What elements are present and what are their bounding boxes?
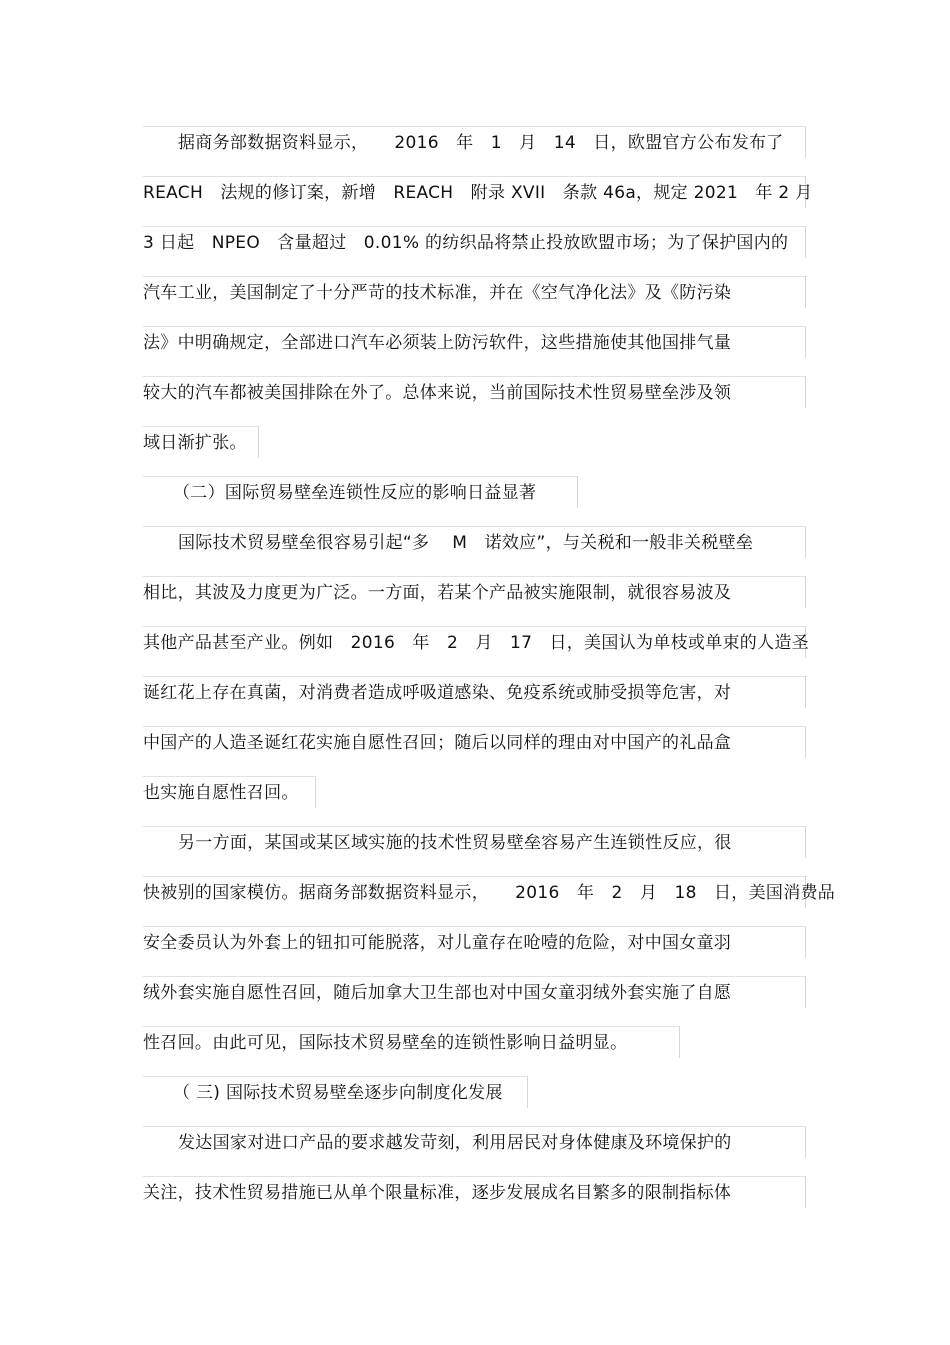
paragraph-line: 较大的汽车都被美国排除在外了。总体来说，当前国际技术性贸易壁垒涉及领: [143, 383, 732, 403]
paragraph-line: 诞红花上存在真菌，对消费者造成呼吸道感染、免疫系统或肺受损等危害，对: [143, 683, 732, 703]
row-edge: [805, 926, 806, 958]
section-heading: （二）国际贸易壁垒连锁性反应的影响日益显著: [173, 483, 537, 503]
row-edge: [805, 726, 806, 758]
row-edge: [805, 1126, 806, 1158]
row-edge: [805, 1176, 806, 1208]
row-edge: [805, 226, 806, 258]
paragraph-line: 安全委员认为外套上的钮扣可能脱落，对儿童存在呛噎的危险，对中国女童羽: [143, 933, 732, 953]
paragraph-line: 中国产的人造圣诞红花实施自愿性召回；随后以同样的理由对中国产的礼品盒: [143, 733, 732, 753]
row-edge: [805, 526, 806, 558]
row-edge: [258, 426, 259, 458]
paragraph-line: 快被别的国家模仿。据商务部数据资料显示， 2016 年 2 月 18 日，美国消费品: [143, 883, 836, 903]
paragraph-line: 性召回。由此可见，国际技术贸易壁垒的连锁性影响日益明显。: [143, 1033, 628, 1053]
row-edge: [805, 976, 806, 1008]
paragraph-line: 发达国家对进口产品的要求越发苛刻，利用居民对身体健康及环境保护的: [178, 1133, 732, 1153]
paragraph-line: 绒外套实施自愿性召回，随后加拿大卫生部也对中国女童羽绒外套实施了自愿: [143, 983, 732, 1003]
row-edge: [577, 476, 578, 508]
paragraph-line: 汽车工业，美国制定了十分严苛的技术标准，并在《空气净化法》及《防污染: [143, 283, 732, 303]
row-edge: [805, 326, 806, 358]
paragraph-line: 国际技术贸易壁垒很容易引起“多 M 诺效应”，与关税和一般非关税壁垒: [178, 533, 754, 553]
row-edge: [805, 826, 806, 858]
row-edge: [679, 1026, 680, 1058]
section-heading: （ 三) 国际技术贸易壁垒逐步向制度化发展: [173, 1083, 503, 1103]
paragraph-line: 域日渐扩张。: [143, 433, 247, 453]
paragraph-line: 其他产品甚至产业。例如 2016 年 2 月 17 日，美国认为单枝或单束的人造圣: [143, 633, 810, 653]
row-edge: [805, 376, 806, 408]
paragraph-line: 另一方面，某国或某区域实施的技术性贸易壁垒容易产生连锁性反应，很: [178, 833, 732, 853]
paragraph-line: 法》中明确规定，全部进口汽车必须装上防污软件，这些措施使其他国排气量: [143, 333, 732, 353]
paragraph-line: 相比，其波及力度更为广泛。一方面，若某个产品被实施限制，就很容易波及: [143, 583, 732, 603]
row-edge: [315, 776, 316, 808]
paragraph-line: 也实施自愿性召回。: [143, 783, 299, 803]
row-edge: [805, 276, 806, 308]
row-edge: [805, 126, 806, 158]
row-edge: [805, 576, 806, 608]
row-edge: [527, 1076, 528, 1108]
paragraph-line: 3 日起 NPEO 含量超过 0.01% 的纺织品将禁止投放欧盟市场；为了保护国内的: [143, 233, 789, 253]
paragraph-line: 据商务部数据资料显示， 2016 年 1 月 14 日，欧盟官方公布发布了: [178, 133, 784, 153]
paragraph-line: 关注，技术性贸易措施已从单个限量标准，逐步发展成名目繁多的限制指标体: [143, 1183, 732, 1203]
row-edge: [805, 676, 806, 708]
paragraph-line: REACH 法规的修订案，新增 REACH 附录 XVII 条款 46a，规定 2021 年 2 月: [143, 183, 813, 203]
